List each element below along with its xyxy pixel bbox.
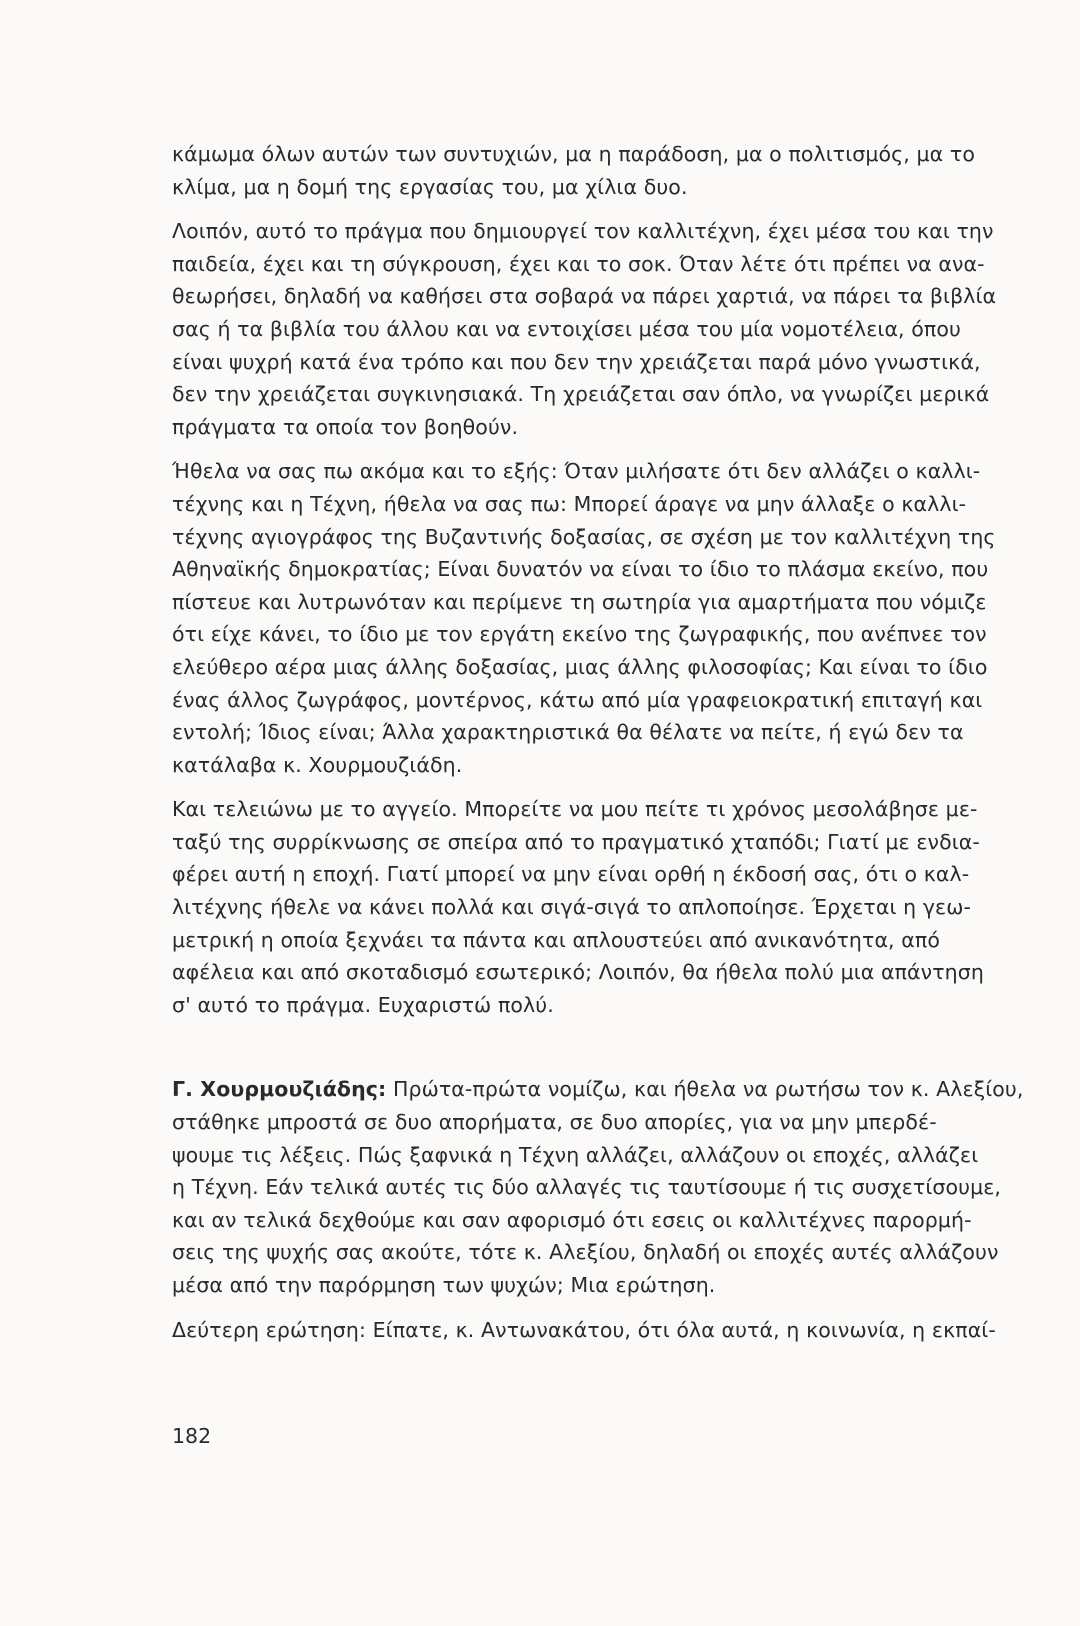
text-line: στάθηκε μπροστά σε δυο απορήματα, σε δυο απορίες, για να μην μπερδέ-: [172, 1110, 937, 1135]
text-line: αφέλεια και από σκοταδισμό εσωτερικό; Λοιπόν, θα ήθελα πολύ μια απάντηση: [172, 960, 984, 985]
text-line: σ' αυτό το πράγμα. Ευχαριστώ πολύ.: [172, 992, 554, 1017]
speaker-name: Γ. Χουρμουζιάδης:: [172, 1077, 387, 1102]
text-line: τέχνης αγιογράφος της Βυζαντινής δοξασίας, σε σχέση με τον καλλιτέχνη της: [172, 524, 996, 549]
text-line: φέρει αυτή η εποχή. Γιατί μπορεί να μην είναι ορθή η έκδοσή σας, ότι ο καλ-: [172, 862, 970, 887]
section-spacer: [172, 1033, 999, 1073]
text-line: Αθηναϊκής δημοκρατίας; Είναι δυνατόν να είναι το ίδιο το πλάσμα εκείνο, που: [172, 557, 989, 582]
text-line: Ήθελα να σας πω ακόμα και το εξής: Όταν μιλήσατε ότι δεν αλλάζει ο καλλι-: [172, 459, 981, 484]
text-line: παιδεία, έχει και τη σύγκρουση, έχει και το σοκ. Όταν λέτε ότι πρέπει να ανα-: [172, 251, 985, 276]
text-line: ότι είχε κάνει, το ίδιο με τον εργάτη εκείνο της ζωγραφικής, που ανέπνεε τον: [172, 622, 987, 647]
text-line: θεωρήσει, δηλαδή να καθήσει στα σοβαρά να πάρει χαρτιά, να πάρει τα βιβλία: [172, 284, 997, 309]
speaker-first-line: [172, 1073, 1024, 1106]
page-number: 182: [172, 1424, 212, 1448]
text-line: εντολή; Ίδιος είναι; Άλλα χαρακτηριστικά θα θέλατε να πείτε, ή εγώ δεν τα: [172, 720, 964, 745]
text-line: μετρική η οποία ξεχνάει τα πάντα και απλουστεύει από ανικανότητα, από: [172, 927, 940, 952]
text-line: κάμωμα όλων αυτών των συντυχιών, μα η παράδοση, μα ο πολιτισμός, μα το: [172, 142, 975, 166]
text-line: ελεύθερο αέρα μιας άλλης δοξασίας, μιας άλλης φιλοσοφίας; Και είναι το ίδιο: [172, 654, 988, 679]
text-line: κατάλαβα κ. Χουρμουζιάδη.: [172, 752, 463, 777]
text-line: σας ή τα βιβλία του άλλου και να εντοιχίσει μέσα του μία νομοτέλεια, όπου: [172, 316, 961, 341]
text-line: μέσα από την παρόρμηση των ψυχών; Μια ερώτηση.: [172, 1273, 716, 1297]
paragraph-4: [172, 793, 999, 1021]
text-line: κλίμα, μα η δομή της εργασίας του, μα χίλια δυο.: [172, 174, 688, 199]
text-line: Δεύτερη ερώτηση: Είπατε, κ. Αντωνακάτου, ότι όλα αυτά, η κοινωνία, η εκπαί-: [172, 1317, 996, 1342]
text-line: πράγματα τα οποία τον βοηθούν.: [172, 414, 519, 439]
paragraph-3: [172, 455, 999, 781]
text-line: πίστευε και λυτρωνόταν και περίμενε τη σωτηρία για αμαρτήματα που νόμιζε: [172, 589, 987, 614]
text-line: ένας άλλος ζωγράφος, μοντέρνος, κάτω από μία γραφειοκρατική επιταγή και: [172, 687, 983, 712]
paragraph-1: [172, 138, 999, 203]
paragraph-2: [172, 215, 999, 443]
text-line: Και τελειώνω με το αγγείο. Μπορείτε να μου πείτε τι χρόνος μεσολάβησε με-: [172, 797, 978, 822]
text-line: σεις της ψυχής σας ακούτε, τότε κ. Αλεξίου, δηλαδή οι εποχές αυτές αλλάζουν: [172, 1240, 999, 1265]
document-body: [172, 138, 1024, 1358]
text-line: είναι ψυχρή κατά ένα τρόπο και που δεν την χρειάζεται παρά μόνο γνωστικά,: [172, 349, 981, 374]
text-line: η Τέχνη. Εάν τελικά αυτές τις δύο αλλαγές τις ταυτίσουμε ή τις συσχετίσουμε,: [172, 1175, 1002, 1200]
text-line: ψουμε τις λέξεις. Πώς ξαφνικά η Τέχνη αλλάζει, αλλάζουν οι εποχές, αλλάζει: [172, 1142, 979, 1167]
text-line: Λοιπόν, αυτό το πράγμα που δημιουργεί τον καλλιτέχνη, έχει μέσα του και την: [172, 219, 994, 244]
text-line: ταξύ της συρρίκνωσης σε σπείρα από το πραγματικό χταπόδι; Γιατί με ενδια-: [172, 829, 980, 854]
speaker-paragraph: [172, 1073, 1024, 1301]
text-line: λιτέχνης ήθελε να κάνει πολλά και σιγά-σιγά το απλοποίησε. Έρχεται η γεω-: [172, 895, 971, 920]
text-line: και αν τελικά δεχθούμε και σαν αφορισμό ότι εσεις οι καλλιτέχνες παρορμή-: [172, 1207, 972, 1232]
text-line: τέχνης και η Τέχνη, ήθελα να σας πω: Μπορεί άραγε να μην άλλαξε ο καλλι-: [172, 491, 967, 516]
speaker-first-line-text: Πρώτα-πρώτα νομίζω, και ήθελα να ρωτήσω τον κ. Αλεξίου,: [386, 1077, 1024, 1102]
paragraph-last: [172, 1314, 999, 1347]
text-line: δεν την χρειάζεται συγκινησιακά. Τη χρειάζεται σαν όπλο, να γνωρίζει μερικά: [172, 382, 990, 407]
